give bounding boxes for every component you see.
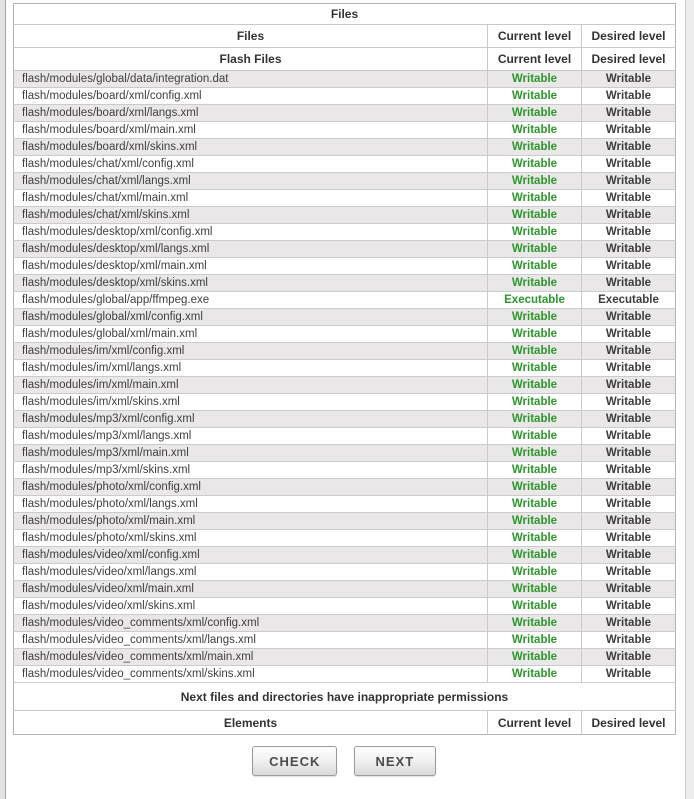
- current-level-cell: Writable: [488, 360, 582, 377]
- current-level-cell: Writable: [488, 513, 582, 530]
- desired-level-cell: Writable: [582, 258, 676, 275]
- current-level-cell: Executable: [488, 292, 582, 309]
- table-row: [14, 139, 676, 156]
- table-row: [14, 394, 676, 411]
- table-row: [14, 156, 676, 173]
- file-path-cell: flash/modules/video/xml/config.xml: [14, 547, 488, 564]
- header-files: Files: [14, 25, 488, 48]
- current-level-cell: Writable: [488, 649, 582, 666]
- table-row: [14, 71, 676, 88]
- current-level-cell: Writable: [488, 615, 582, 632]
- table-row: [14, 292, 676, 309]
- page-left-edge: [0, 0, 6, 799]
- current-level-cell: Writable: [488, 241, 582, 258]
- desired-level-cell: Writable: [582, 394, 676, 411]
- current-level-cell: Writable: [488, 190, 582, 207]
- desired-level-cell: Writable: [582, 241, 676, 258]
- current-level-cell: Writable: [488, 564, 582, 581]
- table-row: [14, 258, 676, 275]
- current-level-cell: Writable: [488, 207, 582, 224]
- desired-level-cell: Writable: [582, 428, 676, 445]
- elements-desired-level: Desired level: [582, 711, 676, 735]
- desired-level-cell: Writable: [582, 343, 676, 360]
- file-path-cell: flash/modules/desktop/xml/config.xml: [14, 224, 488, 241]
- current-level-cell: Writable: [488, 139, 582, 156]
- table-row: [14, 309, 676, 326]
- page-right-edge-scroll-track[interactable]: [685, 0, 694, 799]
- current-level-cell: Writable: [488, 598, 582, 615]
- desired-level-cell: Writable: [582, 88, 676, 105]
- file-path-cell: flash/modules/global/xml/main.xml: [14, 326, 488, 343]
- table-row: [14, 632, 676, 649]
- file-path-cell: flash/modules/mp3/xml/config.xml: [14, 411, 488, 428]
- current-level-cell: Writable: [488, 309, 582, 326]
- desired-level-cell: Writable: [582, 360, 676, 377]
- table-row: [14, 377, 676, 394]
- table-row: [14, 105, 676, 122]
- file-path-cell: flash/modules/chat/xml/langs.xml: [14, 173, 488, 190]
- subheader-current-level: Current level: [488, 48, 582, 71]
- desired-level-cell: Writable: [582, 326, 676, 343]
- file-path-cell: flash/modules/desktop/xml/langs.xml: [14, 241, 488, 258]
- current-level-cell: Writable: [488, 428, 582, 445]
- table-row: [14, 530, 676, 547]
- action-button-bar: [13, 746, 675, 776]
- file-path-cell: flash/modules/video_comments/xml/skins.xml: [14, 666, 488, 683]
- current-level-cell: Writable: [488, 445, 582, 462]
- desired-level-cell: Writable: [582, 224, 676, 241]
- file-path-cell: flash/modules/photo/xml/config.xml: [14, 479, 488, 496]
- inappropriate-permissions-note-row: [14, 683, 676, 711]
- file-path-cell: flash/modules/mp3/xml/langs.xml: [14, 428, 488, 445]
- table-row: [14, 445, 676, 462]
- elements-header-row: [14, 711, 676, 735]
- file-path-cell: flash/modules/photo/xml/skins.xml: [14, 530, 488, 547]
- file-path-cell: flash/modules/desktop/xml/skins.xml: [14, 275, 488, 292]
- file-path-cell: flash/modules/im/xml/skins.xml: [14, 394, 488, 411]
- table-row: [14, 428, 676, 445]
- desired-level-cell: Writable: [582, 649, 676, 666]
- inappropriate-permissions-note: Next files and directories have inappropriate permissions: [14, 683, 676, 711]
- file-path-cell: flash/modules/im/xml/main.xml: [14, 377, 488, 394]
- table-row: [14, 241, 676, 258]
- desired-level-cell: Writable: [582, 632, 676, 649]
- file-path-cell: flash/modules/board/xml/skins.xml: [14, 139, 488, 156]
- desired-level-cell: Writable: [582, 513, 676, 530]
- current-level-cell: Writable: [488, 224, 582, 241]
- table-caption-row: [14, 4, 676, 25]
- table-row: [14, 598, 676, 615]
- current-level-cell: Writable: [488, 326, 582, 343]
- table-row: [14, 615, 676, 632]
- current-level-cell: Writable: [488, 581, 582, 598]
- desired-level-cell: Writable: [582, 496, 676, 513]
- table-row: [14, 190, 676, 207]
- desired-level-cell: Writable: [582, 207, 676, 224]
- file-path-cell: flash/modules/mp3/xml/skins.xml: [14, 462, 488, 479]
- file-path-cell: flash/modules/video/xml/langs.xml: [14, 564, 488, 581]
- desired-level-cell: Writable: [582, 275, 676, 292]
- table-row: [14, 479, 676, 496]
- file-path-cell: flash/modules/photo/xml/main.xml: [14, 513, 488, 530]
- desired-level-cell: Writable: [582, 173, 676, 190]
- current-level-cell: Writable: [488, 258, 582, 275]
- file-path-cell: flash/modules/mp3/xml/main.xml: [14, 445, 488, 462]
- desired-level-cell: Writable: [582, 411, 676, 428]
- file-path-cell: flash/modules/im/xml/config.xml: [14, 343, 488, 360]
- install-permissions-panel: [13, 3, 675, 776]
- current-level-cell: Writable: [488, 377, 582, 394]
- file-path-cell: flash/modules/im/xml/langs.xml: [14, 360, 488, 377]
- current-level-cell: Writable: [488, 173, 582, 190]
- current-level-cell: Writable: [488, 156, 582, 173]
- file-path-cell: flash/modules/video_comments/xml/config.xml: [14, 615, 488, 632]
- table-row: [14, 564, 676, 581]
- table-row: [14, 649, 676, 666]
- desired-level-cell: Writable: [582, 564, 676, 581]
- file-path-cell: flash/modules/global/xml/config.xml: [14, 309, 488, 326]
- subheader-desired-level: Desired level: [582, 48, 676, 71]
- table-row: [14, 411, 676, 428]
- table-row: [14, 122, 676, 139]
- table-row: [14, 343, 676, 360]
- desired-level-cell: Writable: [582, 139, 676, 156]
- table-row: [14, 462, 676, 479]
- desired-level-cell: Writable: [582, 105, 676, 122]
- desired-level-cell: Writable: [582, 479, 676, 496]
- file-rows-body: [14, 71, 676, 683]
- desired-level-cell: Writable: [582, 598, 676, 615]
- table-row: [14, 173, 676, 190]
- desired-level-cell: Writable: [582, 462, 676, 479]
- file-path-cell: flash/modules/board/xml/langs.xml: [14, 105, 488, 122]
- file-path-cell: flash/modules/video_comments/xml/main.xml: [14, 649, 488, 666]
- file-path-cell: flash/modules/chat/xml/config.xml: [14, 156, 488, 173]
- desired-level-cell: Writable: [582, 581, 676, 598]
- desired-level-cell: Writable: [582, 615, 676, 632]
- table-row: [14, 513, 676, 530]
- table-row: [14, 547, 676, 564]
- current-level-cell: Writable: [488, 105, 582, 122]
- file-path-cell: flash/modules/video/xml/skins.xml: [14, 598, 488, 615]
- table-row: [14, 666, 676, 683]
- table-row: [14, 207, 676, 224]
- file-path-cell: flash/modules/video_comments/xml/langs.xml: [14, 632, 488, 649]
- next-button[interactable]: NEXT: [354, 746, 436, 776]
- desired-level-cell: Writable: [582, 122, 676, 139]
- header-current-level: Current level: [488, 25, 582, 48]
- header-elements: Elements: [14, 711, 488, 735]
- desired-level-cell: Writable: [582, 666, 676, 683]
- table-row: [14, 496, 676, 513]
- table-header-row: [14, 25, 676, 48]
- current-level-cell: Writable: [488, 394, 582, 411]
- table-row: [14, 224, 676, 241]
- table-row: [14, 326, 676, 343]
- table-row: [14, 275, 676, 292]
- table-caption: Files: [14, 4, 676, 25]
- desired-level-cell: Writable: [582, 156, 676, 173]
- table-row: [14, 581, 676, 598]
- current-level-cell: Writable: [488, 530, 582, 547]
- file-path-cell: flash/modules/board/xml/config.xml: [14, 88, 488, 105]
- table-row: [14, 88, 676, 105]
- current-level-cell: Writable: [488, 666, 582, 683]
- file-path-cell: flash/modules/video/xml/main.xml: [14, 581, 488, 598]
- current-level-cell: Writable: [488, 496, 582, 513]
- current-level-cell: Writable: [488, 275, 582, 292]
- current-level-cell: Writable: [488, 71, 582, 88]
- desired-level-cell: Writable: [582, 309, 676, 326]
- desired-level-cell: Writable: [582, 71, 676, 88]
- desired-level-cell: Writable: [582, 547, 676, 564]
- desired-level-cell: Writable: [582, 377, 676, 394]
- file-permissions-table: [13, 3, 676, 735]
- desired-level-cell: Executable: [582, 292, 676, 309]
- header-desired-level: Desired level: [582, 25, 676, 48]
- current-level-cell: Writable: [488, 547, 582, 564]
- current-level-cell: Writable: [488, 462, 582, 479]
- current-level-cell: Writable: [488, 88, 582, 105]
- file-path-cell: flash/modules/global/app/ffmpeg.exe: [14, 292, 488, 309]
- file-path-cell: flash/modules/photo/xml/langs.xml: [14, 496, 488, 513]
- current-level-cell: Writable: [488, 632, 582, 649]
- subheader-flash-files: Flash Files: [14, 48, 488, 71]
- table-row: [14, 360, 676, 377]
- current-level-cell: Writable: [488, 479, 582, 496]
- file-path-cell: flash/modules/chat/xml/main.xml: [14, 190, 488, 207]
- check-button[interactable]: CHECK: [252, 746, 337, 776]
- file-path-cell: flash/modules/board/xml/main.xml: [14, 122, 488, 139]
- current-level-cell: Writable: [488, 343, 582, 360]
- current-level-cell: Writable: [488, 411, 582, 428]
- desired-level-cell: Writable: [582, 445, 676, 462]
- elements-current-level: Current level: [488, 711, 582, 735]
- current-level-cell: Writable: [488, 122, 582, 139]
- file-path-cell: flash/modules/chat/xml/skins.xml: [14, 207, 488, 224]
- desired-level-cell: Writable: [582, 530, 676, 547]
- file-path-cell: flash/modules/global/data/integration.dat: [14, 71, 488, 88]
- table-subheader-row: [14, 48, 676, 71]
- file-path-cell: flash/modules/desktop/xml/main.xml: [14, 258, 488, 275]
- desired-level-cell: Writable: [582, 190, 676, 207]
